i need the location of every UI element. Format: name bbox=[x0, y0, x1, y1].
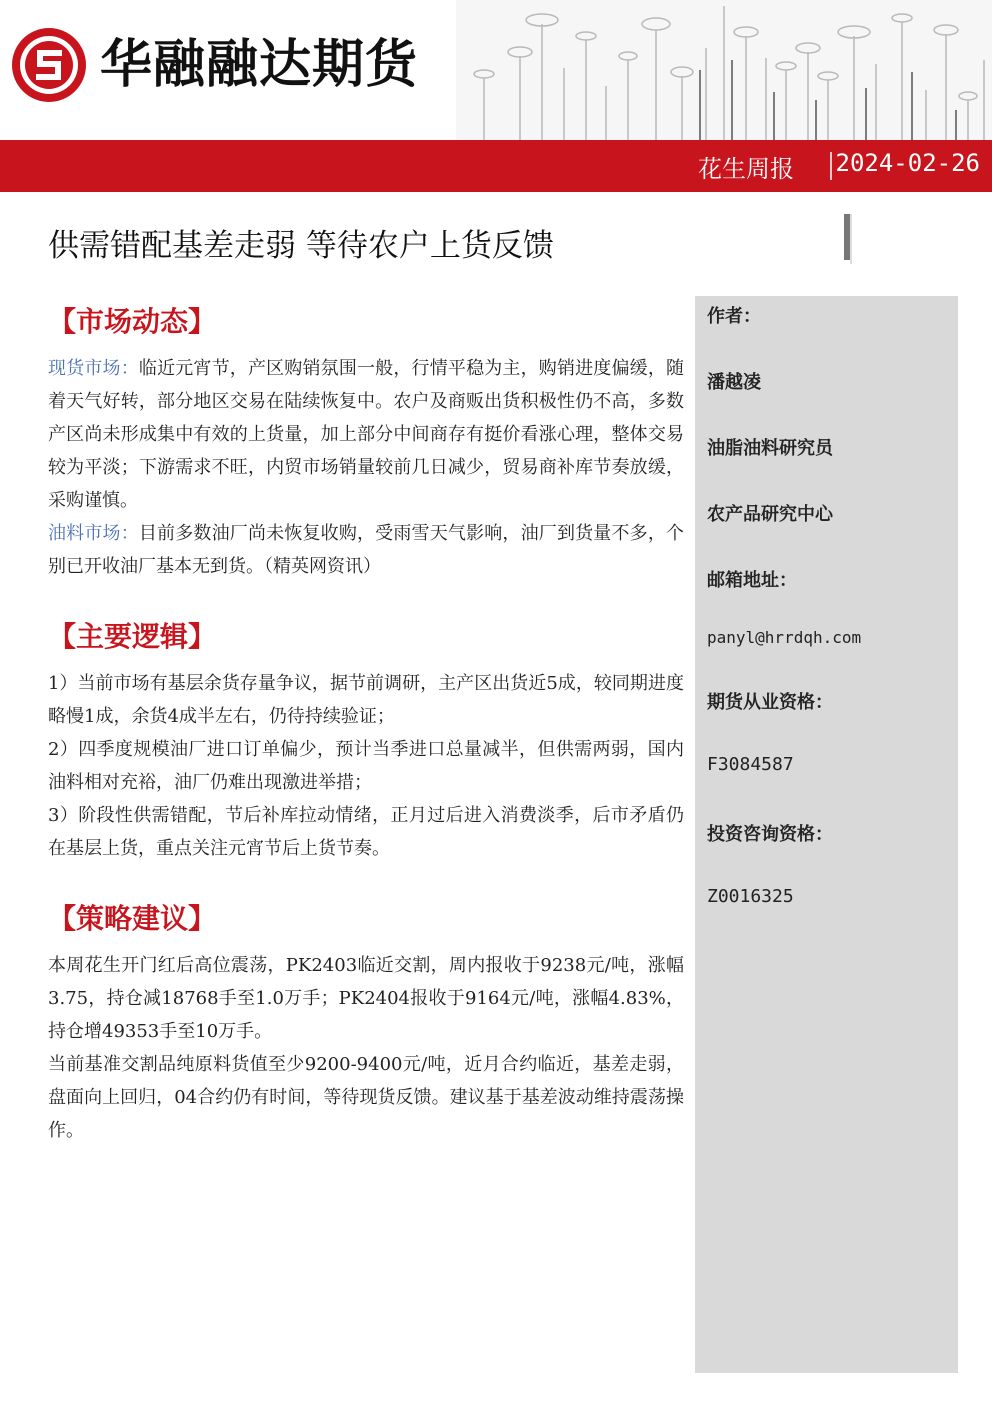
author-sidebar bbox=[695, 296, 958, 1373]
spot-market-paragraph bbox=[48, 352, 684, 517]
main-content bbox=[48, 300, 684, 1147]
spot-market-label: 现货市场： bbox=[48, 358, 139, 379]
market-heading: 【市场动态】 bbox=[48, 305, 217, 338]
research-center: 农产品研究中心 bbox=[707, 504, 833, 525]
author-role: 油脂油料研究员 bbox=[707, 438, 833, 459]
author-label: 作者： bbox=[707, 306, 761, 327]
logic-item: 1）当前市场有基层余货存量争议，据节前调研，主产区出货近5成，较同期进度略慢1成，余货4成半左右，仍待持续验证； bbox=[48, 673, 684, 727]
banner-divider bbox=[830, 152, 832, 180]
title-accent-shadow bbox=[850, 214, 852, 264]
report-type: 花生周报 bbox=[698, 155, 794, 183]
report-date: 2024-02-26 bbox=[835, 149, 980, 177]
logic-item: 2）四季度规模油厂进口订单偏少，预计当季进口总量减半，但供需两弱，国内油料相对充裕，油厂仍难出现激进举措； bbox=[48, 739, 684, 793]
oil-market-paragraph bbox=[48, 517, 684, 583]
spot-market-text: 临近元宵节，产区购销氛围一般，行情平稳为主，购销进度偏缓，随着天气好转，部分地区交易在陆续恢复中。农户及商贩出货积极性仍不高，多数产区尚未形成集中有效的上货量，加上部分中间商存有挺价看涨心理，整体交易较为平淡；下游需求不旺，内贸市场销量较前几日减少，贸易商补库节奏放缓，采购谨慎。 bbox=[48, 358, 685, 511]
decorative-pattern bbox=[456, 0, 992, 140]
logic-item: 3）阶段性供需错配，节后补库拉动情绪，正月过后进入消费淡季，后市矛盾仍在基层上货，重点关注元宵节后上货节奏。 bbox=[48, 805, 684, 859]
strategy-paragraph: 当前基准交割品纯原料货值至少9200-9400元/吨，近月合约临近，基差走弱，盘面向上回归，04合约仍有时间，等待现货反馈。建议基于基差波动维持震荡操作。 bbox=[48, 1054, 684, 1141]
brand-name: 华融融达期货 bbox=[100, 35, 419, 95]
advisory-license-label: 投资咨询资格： bbox=[707, 824, 833, 845]
logic-heading: 【主要逻辑】 bbox=[48, 620, 217, 653]
author-name: 潘越凌 bbox=[707, 372, 761, 393]
oil-market-text: 目前多数油厂尚未恢复收购，受雨雪天气影响，油厂到货量不多，个别已开收油厂基本无到货。（精英网资讯） bbox=[48, 523, 685, 577]
report-banner bbox=[0, 140, 992, 192]
oil-market-label: 油料市场： bbox=[48, 523, 139, 544]
email-label: 邮箱地址： bbox=[707, 570, 797, 591]
strategy-paragraph: 本周花生开门红后高位震荡，PK2403临近交割，周内报收于9238元/吨，涨幅3.75，持仓减18768手至1.0万手；PK2404报收于9164元/吨，涨幅4.83%，持仓增49353手至10万手。 bbox=[48, 955, 684, 1042]
company-logo-icon bbox=[10, 26, 88, 104]
futures-license-label: 期货从业资格： bbox=[707, 692, 833, 713]
futures-license-code: F3084587 bbox=[707, 754, 794, 775]
advisory-license-code: Z0016325 bbox=[707, 886, 794, 907]
strategy-heading: 【策略建议】 bbox=[48, 902, 217, 935]
header bbox=[0, 0, 992, 140]
email-address[interactable]: panyl@hrrdqh.com bbox=[707, 628, 862, 647]
report-title: 供需错配基差走弱 等待农户上货反馈 bbox=[48, 228, 554, 264]
